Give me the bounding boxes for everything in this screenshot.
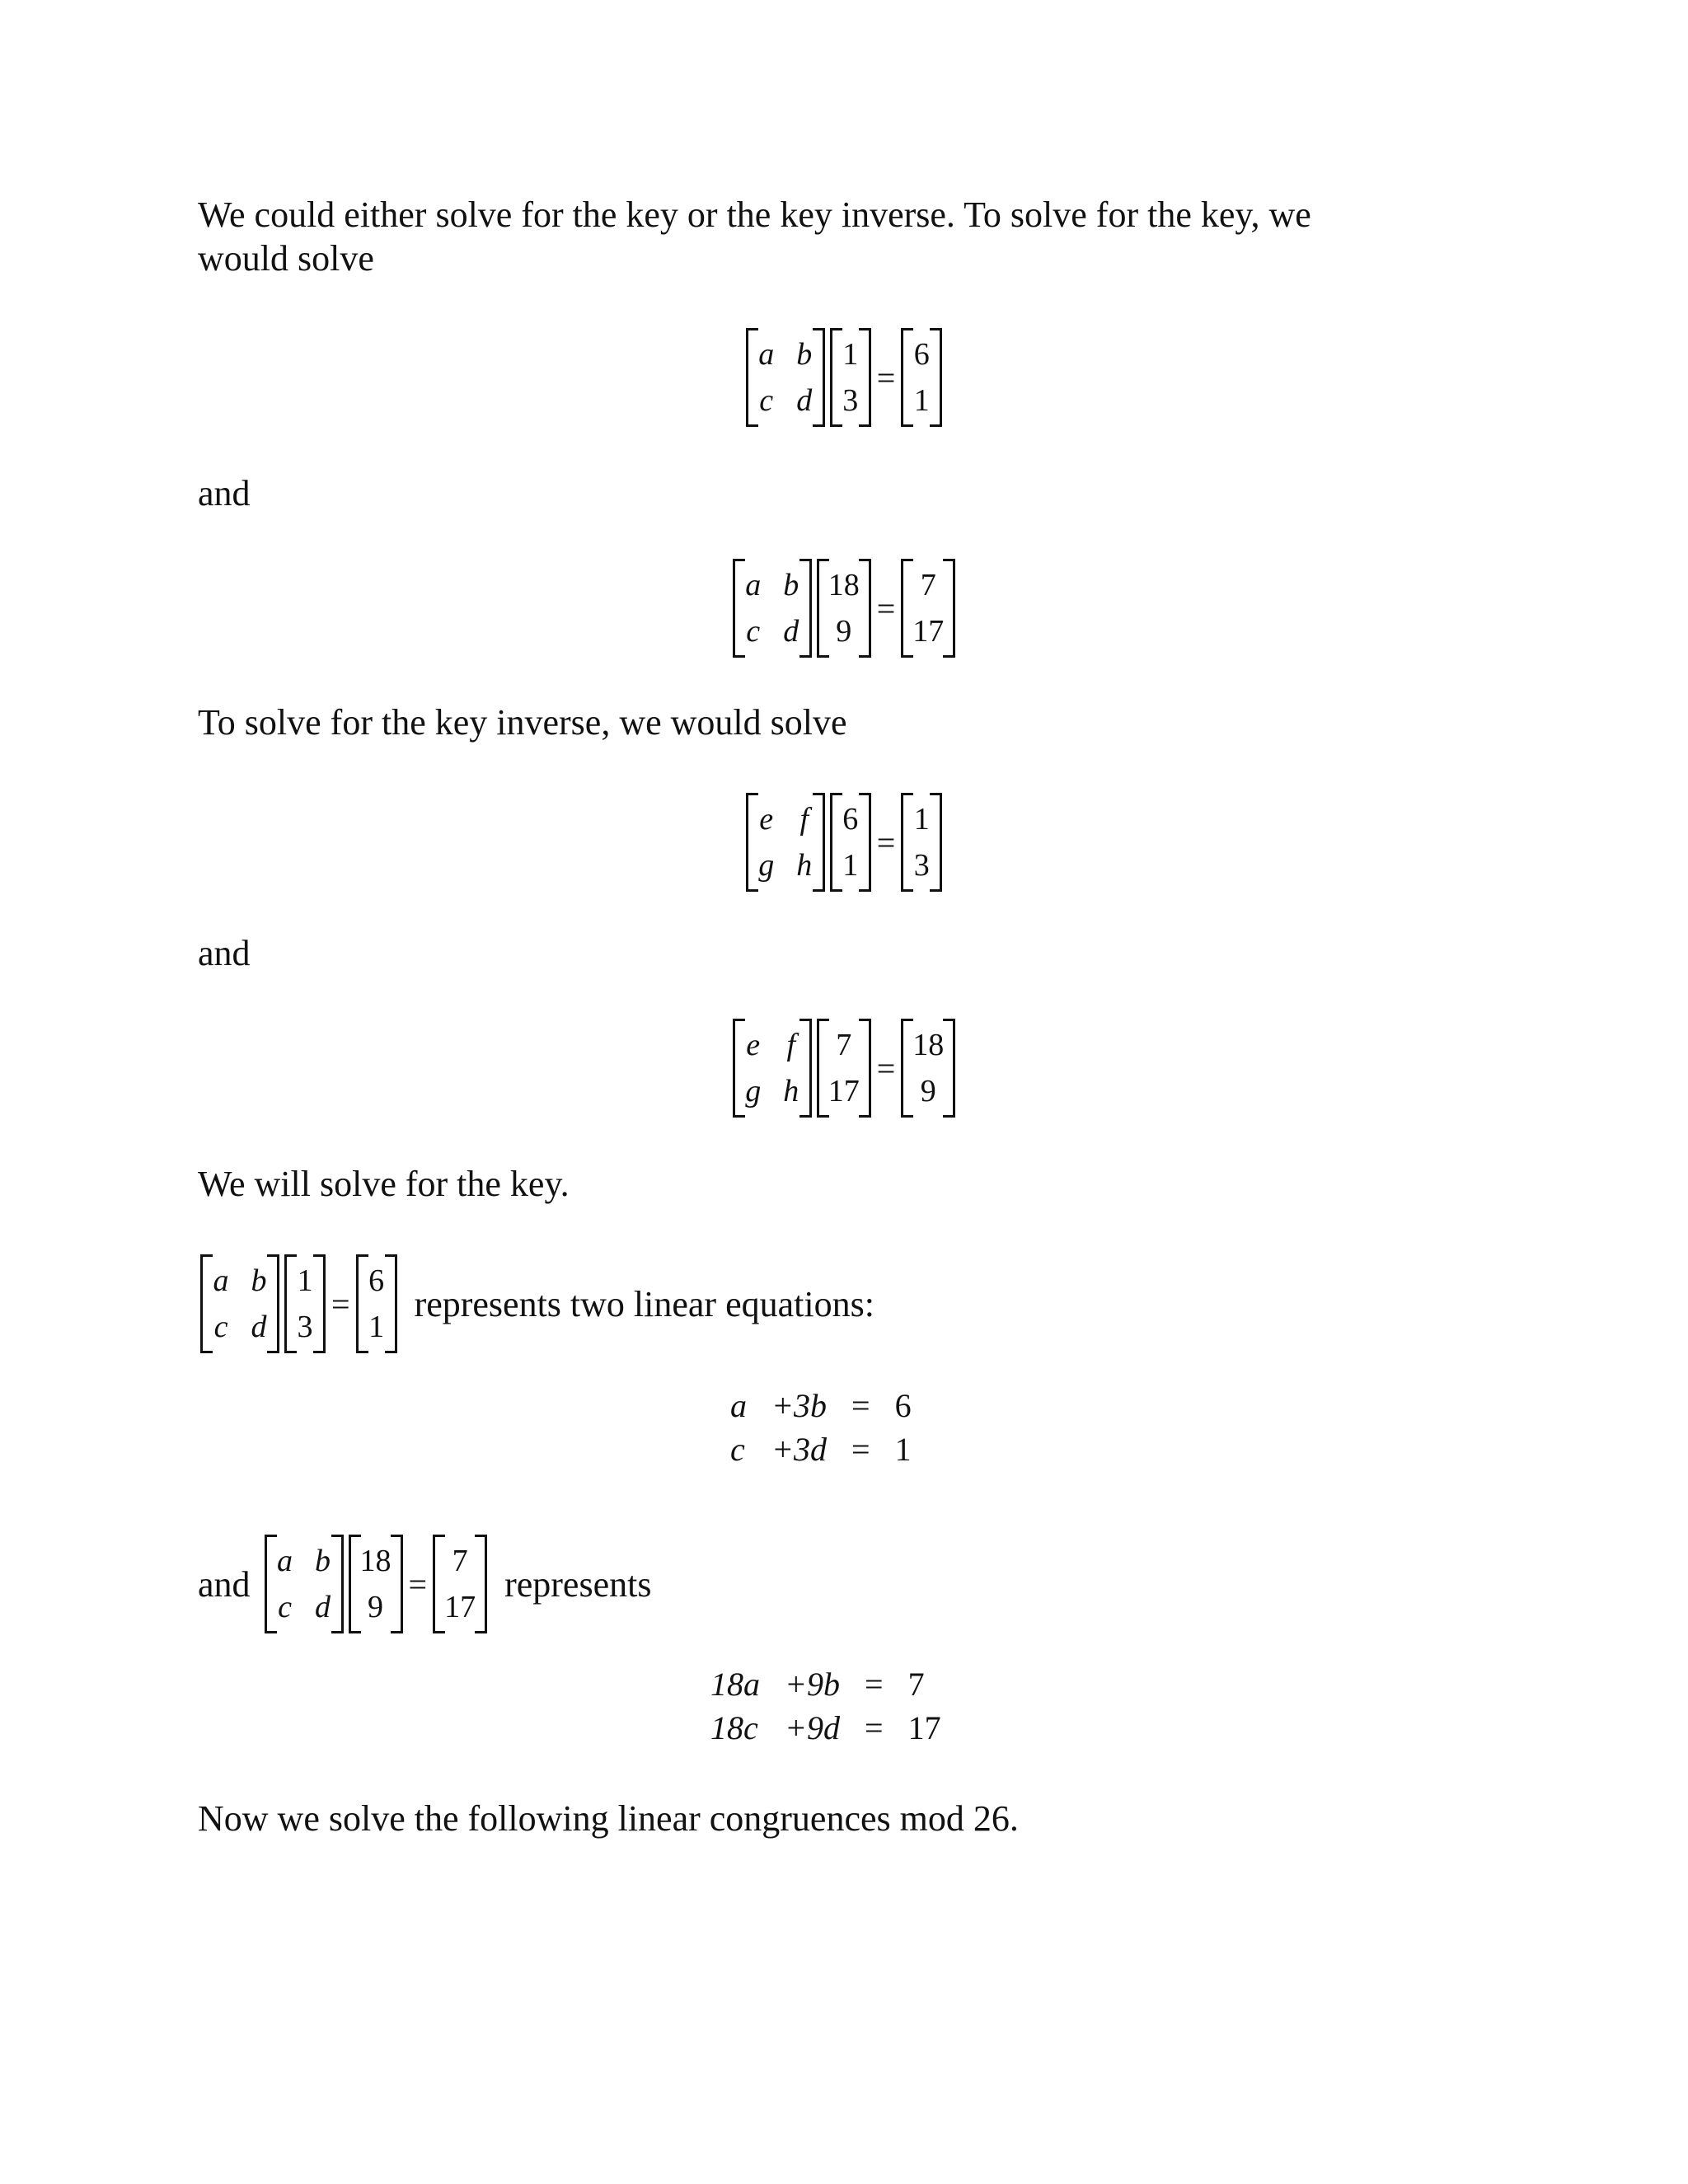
- linear-system-2: [697, 1661, 954, 1750]
- equation-key-1: [0, 328, 1688, 427]
- matrix-cell: f: [786, 1028, 795, 1062]
- equation-key-2: [0, 559, 1688, 658]
- matrix-cell: a: [745, 568, 762, 602]
- vector-cipher: [901, 328, 942, 427]
- vector-plain: [349, 1535, 403, 1633]
- matrix-inverse: [733, 1019, 812, 1118]
- term: +3d: [771, 1431, 827, 1468]
- equation-row: [719, 1428, 923, 1470]
- intro-line-2: would solve: [198, 238, 374, 279]
- matrix-cell: c: [746, 614, 761, 649]
- matrix-cell: d: [783, 614, 799, 649]
- vector-cipher: [901, 559, 955, 658]
- term: c: [730, 1431, 745, 1468]
- matrix-cell: e: [759, 802, 774, 837]
- equation-inline-2: [198, 1535, 651, 1633]
- vector-cipher: [830, 793, 871, 892]
- matrix-cell: b: [783, 568, 799, 602]
- vector-cell: 17: [912, 614, 945, 649]
- vector-cell: 6: [368, 1263, 385, 1298]
- equation-inline-1: [198, 1254, 874, 1353]
- vector-cell: 1: [297, 1263, 313, 1298]
- matrix-inverse: [746, 793, 825, 892]
- vector-cell: 7: [836, 1028, 852, 1062]
- matrix-cell: e: [746, 1028, 761, 1062]
- solve-key-statement: We will solve for the key.: [198, 1164, 570, 1204]
- matrix-cell: h: [783, 1074, 799, 1108]
- matrix-cell: c: [213, 1310, 228, 1344]
- vector-cell: 9: [920, 1074, 936, 1108]
- equals-sign: =: [876, 1049, 896, 1087]
- and-label-1: and: [198, 473, 251, 513]
- intro-line-1: We could either solve for the key or the key inverse. To solve for the key, we: [198, 194, 1311, 235]
- equals-sign: =: [865, 1709, 884, 1746]
- rhs: 1: [894, 1431, 912, 1468]
- vector-cell: 6: [842, 802, 859, 837]
- vector-cell: 9: [836, 614, 852, 649]
- term: a: [730, 1387, 747, 1424]
- matrix-cell: d: [315, 1590, 331, 1624]
- represents-text: represents: [504, 1563, 652, 1605]
- equals-sign: =: [851, 1431, 870, 1468]
- vector-plain: [830, 328, 871, 427]
- vector-cell: 1: [368, 1310, 385, 1344]
- and-label-3: and: [198, 1563, 251, 1605]
- matrix-cell: c: [759, 383, 774, 418]
- matrix-cell: a: [277, 1544, 293, 1578]
- vector-plain: [284, 1254, 326, 1353]
- vector-cell: 7: [920, 568, 936, 602]
- equation-inverse-1: [0, 793, 1688, 892]
- rhs: 7: [907, 1666, 925, 1703]
- linear-system-1: [717, 1383, 925, 1472]
- vector-plain: [901, 793, 942, 892]
- vector-cell: 18: [828, 568, 860, 602]
- equation-row: [699, 1707, 953, 1749]
- term: +9b: [785, 1666, 840, 1703]
- vector-cipher: [817, 1019, 871, 1118]
- equation-inverse-2: [0, 1019, 1688, 1118]
- vector-cell: 1: [842, 848, 859, 883]
- congruences-intro: Now we solve the following linear congruences mod 26.: [198, 1798, 1019, 1839]
- matrix-cell: b: [796, 337, 813, 372]
- vector-cell: 1: [913, 802, 930, 837]
- matrix-key: [200, 1254, 279, 1353]
- matrix-key: [733, 559, 812, 658]
- equals-sign: =: [408, 1565, 428, 1603]
- vector-cell: 18: [359, 1544, 392, 1578]
- vector-cell: 3: [913, 848, 930, 883]
- vector-cipher: [356, 1254, 397, 1353]
- vector-cell: 18: [912, 1028, 945, 1062]
- vector-cell: 3: [842, 383, 859, 418]
- equals-sign: =: [331, 1285, 350, 1323]
- vector-cell: 17: [444, 1590, 476, 1624]
- matrix-cell: f: [799, 802, 809, 837]
- matrix-cell: a: [758, 337, 775, 372]
- vector-cell: 3: [297, 1310, 313, 1344]
- matrix-cell: h: [796, 848, 813, 883]
- equals-sign: =: [865, 1666, 884, 1703]
- and-label-2: and: [198, 933, 251, 973]
- term: 18c: [710, 1709, 758, 1746]
- vector-cell: 9: [368, 1590, 384, 1624]
- vector-cell: 7: [452, 1544, 468, 1578]
- matrix-key: [265, 1535, 344, 1633]
- matrix-cell: a: [213, 1263, 229, 1298]
- term: +3b: [771, 1387, 827, 1424]
- vector-cell: 1: [913, 383, 930, 418]
- vector-cell: 17: [828, 1074, 860, 1108]
- vector-cell: 1: [842, 337, 859, 372]
- rhs: 6: [894, 1387, 912, 1424]
- equals-sign: =: [851, 1387, 870, 1424]
- equals-sign: =: [876, 589, 896, 627]
- matrix-cell: g: [758, 848, 775, 883]
- rhs: 17: [907, 1709, 941, 1746]
- term: 18a: [710, 1666, 760, 1703]
- equals-sign: =: [876, 823, 896, 861]
- equals-sign: =: [876, 359, 896, 396]
- matrix-cell: g: [745, 1074, 762, 1108]
- vector-plain: [901, 1019, 955, 1118]
- represents-two-equations-text: represents two linear equations:: [414, 1283, 874, 1324]
- matrix-cell: d: [796, 383, 813, 418]
- equation-row: [699, 1663, 953, 1705]
- vector-plain: [817, 559, 871, 658]
- vector-cipher: [433, 1535, 487, 1633]
- matrix-cell: d: [251, 1310, 267, 1344]
- equation-row: [719, 1385, 923, 1427]
- matrix-key: [746, 328, 825, 427]
- matrix-cell: b: [315, 1544, 331, 1578]
- vector-cell: 6: [913, 337, 930, 372]
- inverse-intro: To solve for the key inverse, we would solve: [198, 702, 847, 743]
- matrix-cell: b: [251, 1263, 267, 1298]
- matrix-cell: c: [278, 1590, 292, 1624]
- term: +9d: [785, 1709, 840, 1746]
